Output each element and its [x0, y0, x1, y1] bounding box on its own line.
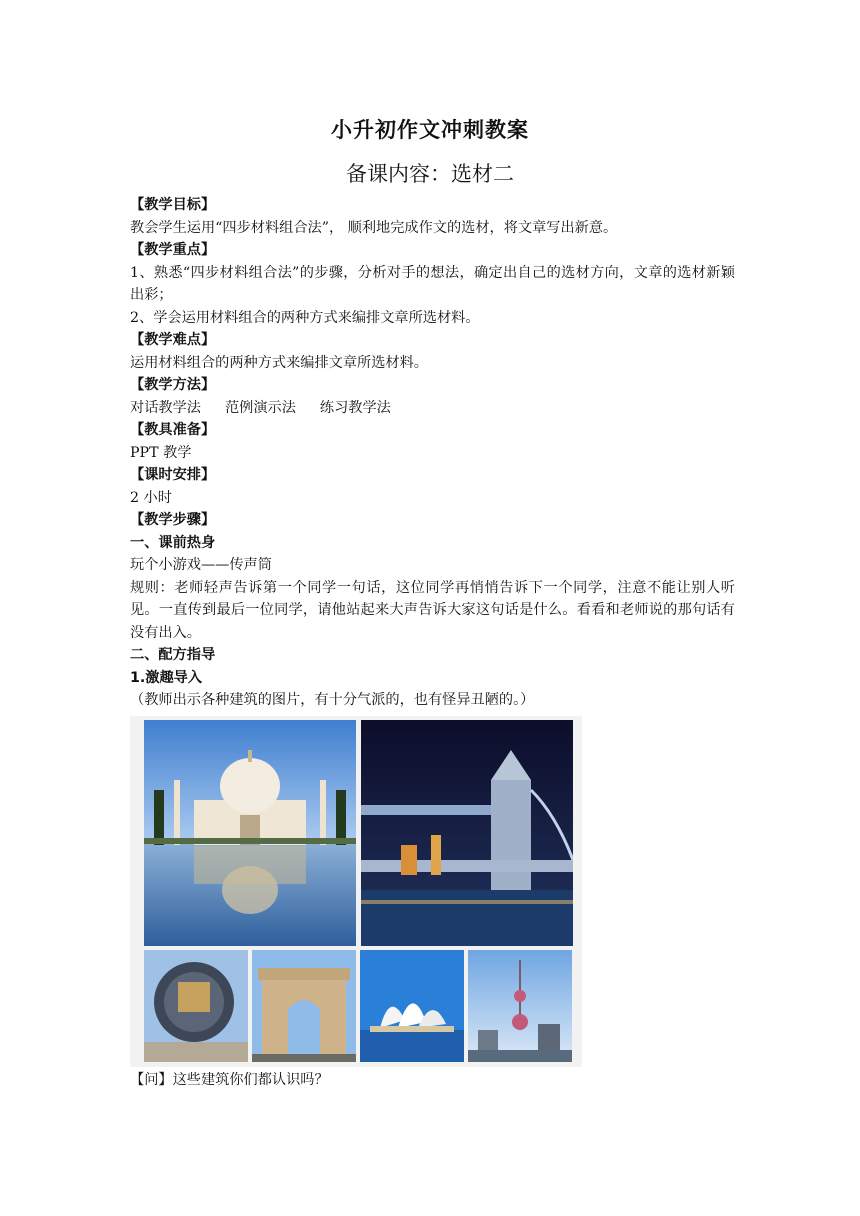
goal-text: 教会学生运用“四步材料组合法”， 顺利地完成作文的选材，将文章写出新意。 — [130, 219, 618, 236]
round-building-photo — [144, 950, 248, 1062]
taj-mahal-photo — [144, 720, 356, 946]
section-heading-steps: 【教学步骤】 — [130, 512, 216, 528]
document-title: 小升初作文冲刺教案 — [331, 118, 529, 142]
arc-de-triomphe-photo — [252, 950, 356, 1062]
section-heading-goal: 【教学目标】 — [130, 197, 216, 213]
step-part1-rule: 规则：老师轻声告诉第一个同学一句话，这位同学再悄悄告诉下一个同学，注意不能让别人听见。一直传到最后一位同学，请他站起来大声告诉大家这句话是什么。看看和老师说的那句话有没有出入。 — [130, 579, 735, 641]
document-body — [130, 194, 735, 1091]
section-heading-method: 【教学方法】 — [130, 377, 216, 393]
oriental-pearl-tower-photo — [468, 950, 572, 1062]
method-item-2: 范例演示法 — [224, 399, 296, 416]
section-heading-time: 【课时安排】 — [130, 467, 216, 483]
step-part2-sub1: 1.激趣导入 — [130, 669, 203, 686]
tools-text: PPT 教学 — [130, 444, 192, 461]
sydney-opera-house-photo — [360, 950, 464, 1062]
step-part2-heading: 二、配方指导 — [130, 647, 216, 663]
key-item-1: 1、熟悉“四步材料组合法”的步骤，分析对手的想法，确定出自己的选材方向，文章的选材新颖出彩； — [130, 264, 735, 303]
step-part1-heading: 一、课前热身 — [130, 534, 216, 551]
step-part2-note: （教师出示各种建筑的图片，有十分气派的，也有怪异丑陋的。） — [130, 692, 535, 708]
section-heading-tools: 【教具准备】 — [130, 422, 216, 438]
time-text: 2 小时 — [130, 489, 172, 506]
method-item-3: 练习教学法 — [319, 399, 391, 416]
difficulty-text: 运用材料组合的两种方式来编排文章所选材料。 — [130, 354, 428, 371]
method-item-1: 对话教学法 — [130, 399, 201, 416]
section-heading-difficulty: 【教学难点】 — [130, 332, 216, 348]
document-subtitle: 备课内容：选材二 — [346, 162, 514, 186]
tower-bridge-photo — [361, 720, 573, 946]
key-item-2: 2、学会运用材料组合的两种方式来编排文章所选材料。 — [130, 309, 480, 326]
section-heading-key: 【教学重点】 — [130, 242, 216, 258]
step-part1-game: 玩个小游戏——传声筒 — [130, 557, 272, 573]
question-text: 【问】这些建筑你们都认识吗？ — [130, 1071, 329, 1088]
building-photo-collage — [130, 716, 582, 1067]
method-list — [130, 397, 735, 420]
